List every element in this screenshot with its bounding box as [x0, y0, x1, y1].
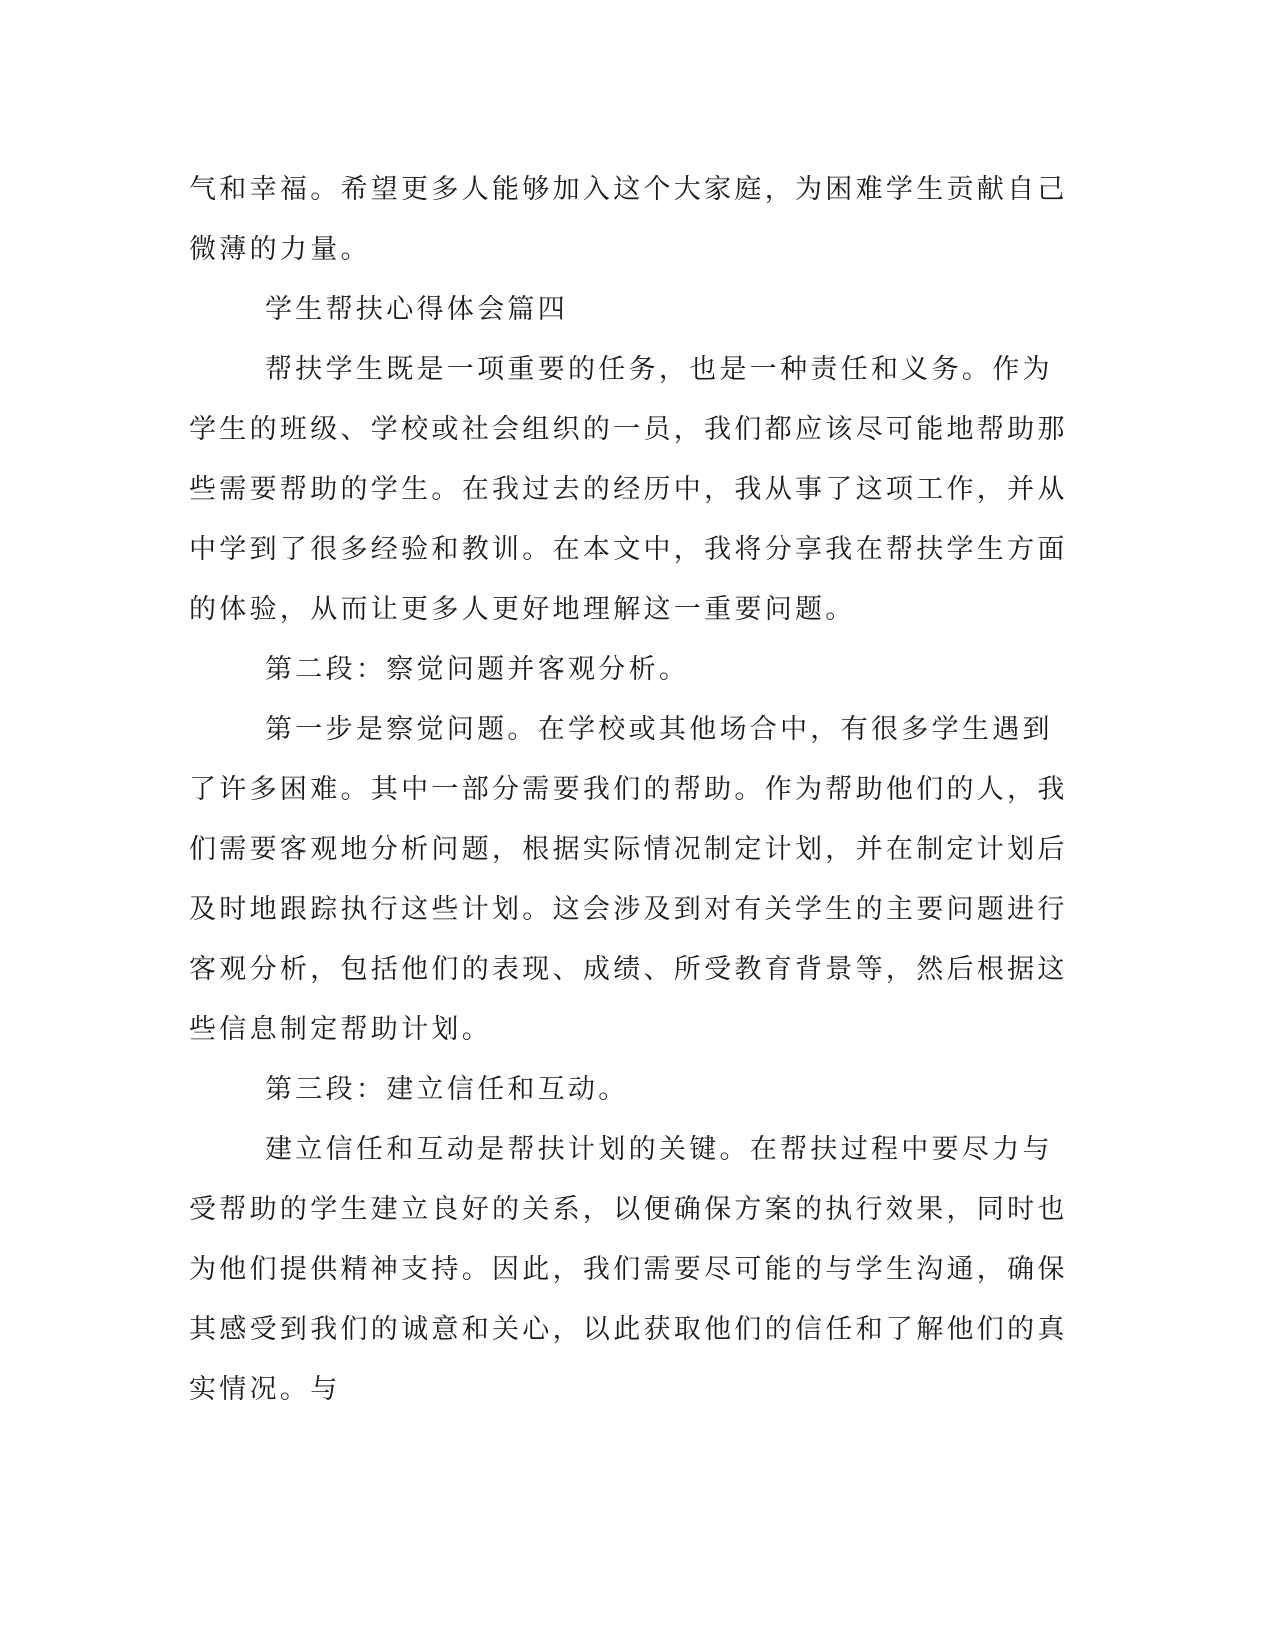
paragraph-continued: 气和幸福。希望更多人能够加入这个大家庭，为困难学生贡献自己微薄的力量。 — [189, 174, 1068, 265]
section-heading-part-four: 学生帮扶心得体会篇四 — [265, 294, 568, 325]
paragraph-intro: 帮扶学生既是一项重要的任务，也是一种责任和义务。作为学生的班级、学校或社会组织的一员，我们都应该尽可能地帮助那些需要帮助的学生。在我过去的经历中，我从事了这项工作，并从中学到了很多经验和教训。在本文中，我将分享我在帮扶学生方面的体验，从而让更多人更好地理解这一重要问题。 — [189, 354, 1068, 625]
paragraph-analysis: 第一步是察觉问题。在学校或其他场合中，有很多学生遇到了许多困难。其中一部分需要我们的帮助。作为帮助他们的人，我们需要客观地分析问题，根据实际情况制定计划，并在制定计划后及时地跟踪执行这些计划。这会涉及到对有关学生的主要问题进行客观分析，包括他们的表现、成绩、所受教育背景等，然后根据这些信息制定帮助计划。 — [189, 714, 1068, 1045]
section-heading-second: 第二段：察觉问题并客观分析。 — [265, 654, 690, 685]
document-body — [189, 160, 1069, 1420]
section-heading-third: 第三段：建立信任和互动。 — [265, 1074, 629, 1105]
paragraph-trust: 建立信任和互动是帮扶计划的关键。在帮扶过程中要尽力与受帮助的学生建立良好的关系，以便确保方案的执行效果，同时也为他们提供精神支持。因此，我们需要尽可能的与学生沟通，确保其感受到我们的诚意和关心，以此获取他们的信任和了解他们的真实情况。与 — [189, 1134, 1068, 1405]
